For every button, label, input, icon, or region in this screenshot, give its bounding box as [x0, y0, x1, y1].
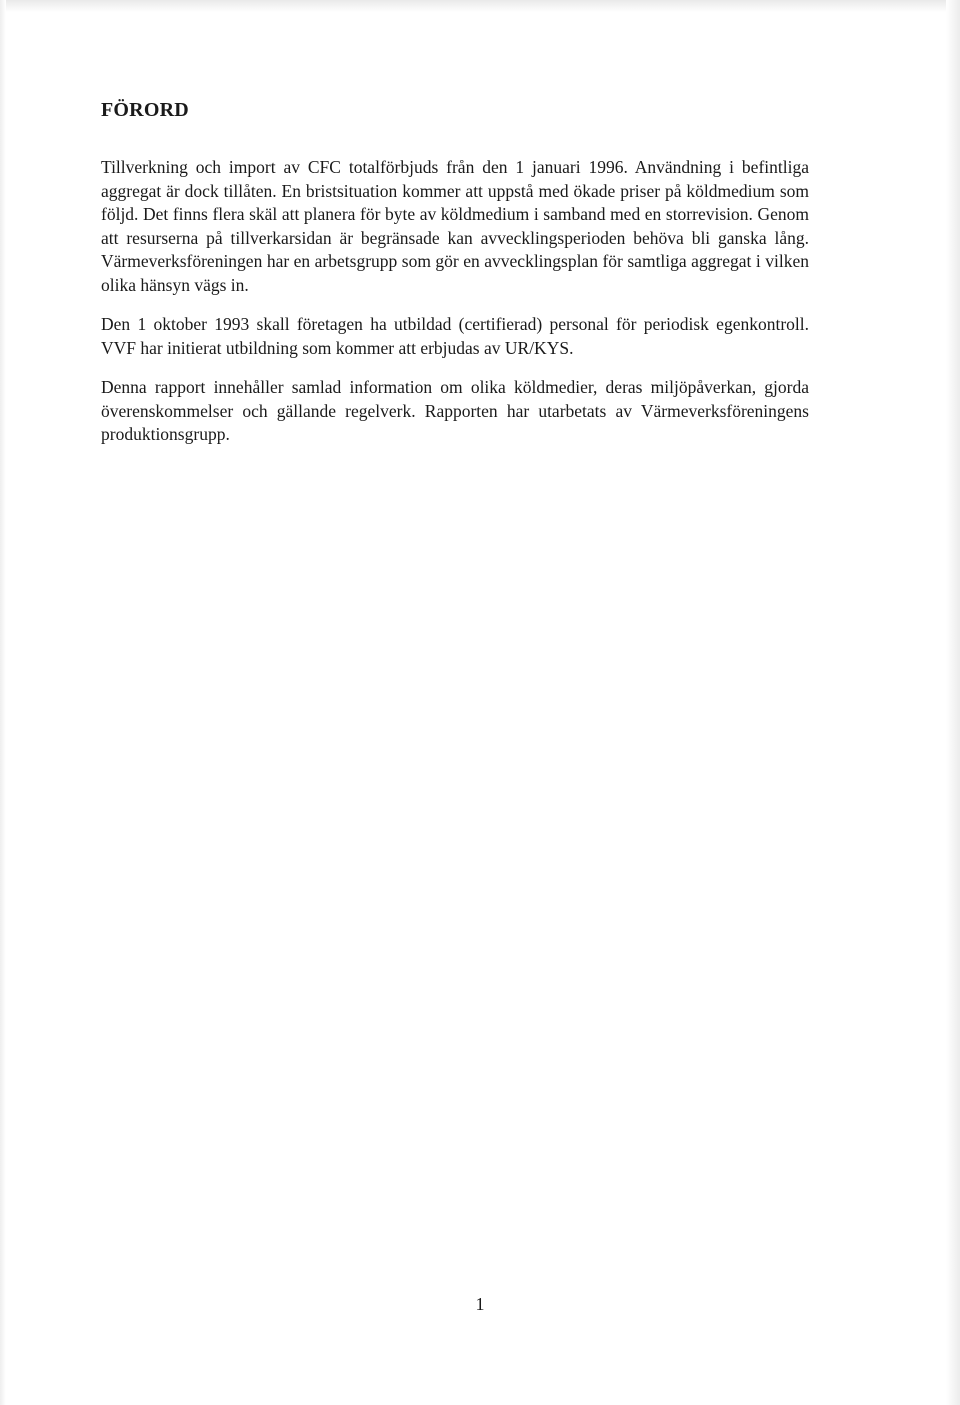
paragraph-report-content: Denna rapport innehåller samlad information om olika köldmedier, deras miljöpåverkan, gjorda överenskommelser och gällande regelverk. Rapporten har utarbetats av Värmeverksföreningens produktionsgrupp. — [101, 377, 809, 444]
paragraph-cfc-ban: Tillverkning och import av CFC totalförbjuds från den 1 januari 1996. Användning i befintliga aggregat är dock tillåten. En bristsituation kommer att uppstå med ökade priser på köldmedium som följd. Det finns flera skäl att planera för byte av köldmedium i samband med en storrevision. Genom att resurserna på tillverkarsidan är begränsade kan avvecklingsperioden behöva bli ganska lång. Värmeverksföreningen har en arbetsgrupp som gör en avvecklingsplan för samtliga aggregat i vilken olika hänsyn vägs in. — [101, 157, 809, 295]
scan-edge-top — [0, 0, 960, 12]
page-number: 1 — [475, 1294, 485, 1314]
scan-edge-left — [0, 0, 6, 1405]
document-page — [101, 96, 809, 463]
scan-edge-right — [946, 0, 960, 1405]
paragraph-certification: Den 1 oktober 1993 skall företagen ha utbildad (certifierad) personal för periodisk egenkontroll. VVF har initierat utbildning som kommer att erbjudas av UR/KYS. — [101, 314, 809, 358]
section-heading: FÖRORD — [101, 99, 189, 121]
